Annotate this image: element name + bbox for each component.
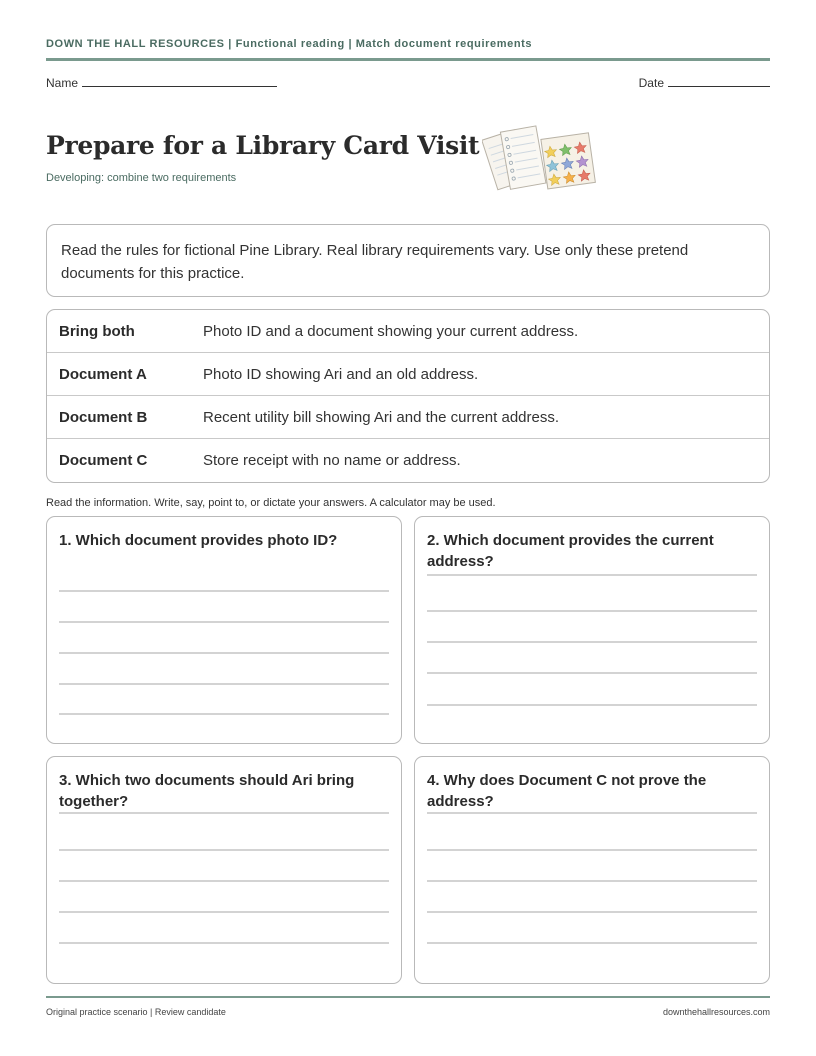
name-label: Name: [46, 76, 79, 90]
footer-website: downthehallresources.com: [662, 1007, 770, 1017]
footer-note: Original practice scenario | Review candidate: [46, 1007, 226, 1017]
answer-line[interactable]: [59, 652, 389, 654]
answer-line[interactable]: [59, 942, 389, 944]
question-box-1: [46, 516, 402, 744]
rules-table: [46, 309, 770, 483]
sticker-sheet: [541, 133, 595, 189]
answer-line[interactable]: [59, 880, 389, 882]
intro-text: Read the rules for fictional Pine Library. Real library requirements vary. Use only these pretend documents for this practice.: [61, 242, 689, 282]
rule-row: [47, 353, 769, 396]
answer-line[interactable]: [427, 942, 757, 944]
instructions: Read the information. Write, say, point to, or dictate your answers. A calculator may be used.: [46, 497, 496, 509]
rule-row: [47, 439, 769, 482]
date-blank[interactable]: [668, 77, 770, 87]
question-box-3: [46, 756, 402, 984]
rule-value: Photo ID and a document showing your current address.: [203, 322, 579, 340]
documents-illustration: [482, 122, 600, 198]
question-box-4: [414, 756, 770, 984]
intro-box: [46, 224, 770, 297]
answer-line[interactable]: [427, 672, 757, 674]
answer-line[interactable]: [427, 610, 757, 612]
answer-line[interactable]: [427, 641, 757, 643]
answer-line[interactable]: [427, 812, 757, 814]
answer-line[interactable]: [59, 812, 389, 814]
date-label: Date: [638, 76, 664, 90]
rule-value: Photo ID showing Ari and an old address.: [203, 365, 479, 383]
rule-row: [47, 396, 769, 439]
star-sticker-icons: [544, 141, 591, 185]
answer-line[interactable]: [59, 590, 389, 592]
answer-line[interactable]: [427, 574, 757, 576]
date-field[interactable]: [639, 76, 770, 90]
name-field[interactable]: [46, 76, 277, 90]
question-text: 2. Which document provides the current address?: [427, 532, 714, 570]
answer-line[interactable]: [427, 849, 757, 851]
page-header: [46, 38, 770, 50]
question-text: 4. Why does Document C not prove the address?: [427, 772, 707, 810]
rule-key: Document C: [59, 452, 148, 469]
answer-line[interactable]: [59, 713, 389, 715]
answer-line[interactable]: [427, 880, 757, 882]
answer-line[interactable]: [59, 621, 389, 623]
answer-line[interactable]: [59, 911, 389, 913]
rule-value: Store receipt with no name or address.: [203, 452, 461, 469]
rule-value: Recent utility bill showing Ari and the current address.: [203, 408, 560, 426]
rule-key: Bring both: [59, 322, 135, 340]
question-box-2: [414, 516, 770, 744]
rule-row: [47, 310, 769, 353]
rule-key: Document B: [59, 408, 148, 426]
answer-line[interactable]: [59, 849, 389, 851]
answer-line[interactable]: [427, 911, 757, 913]
page-title: Prepare for a Library Card Visit: [46, 131, 480, 160]
brand-line: DOWN THE HALL RESOURCES | Functional reading | Match document requirements: [46, 38, 533, 50]
page-subtitle: Developing: combine two requirements: [46, 172, 237, 184]
header-divider: [46, 58, 770, 61]
name-blank[interactable]: [82, 77, 277, 87]
rule-key: Document A: [59, 365, 147, 383]
question-text: 1. Which document provides photo ID?: [59, 532, 338, 549]
answer-line[interactable]: [427, 704, 757, 706]
footer-divider: [46, 996, 770, 998]
question-text: 3. Which two documents should Ari bring together?: [59, 772, 355, 810]
answer-line[interactable]: [59, 683, 389, 685]
